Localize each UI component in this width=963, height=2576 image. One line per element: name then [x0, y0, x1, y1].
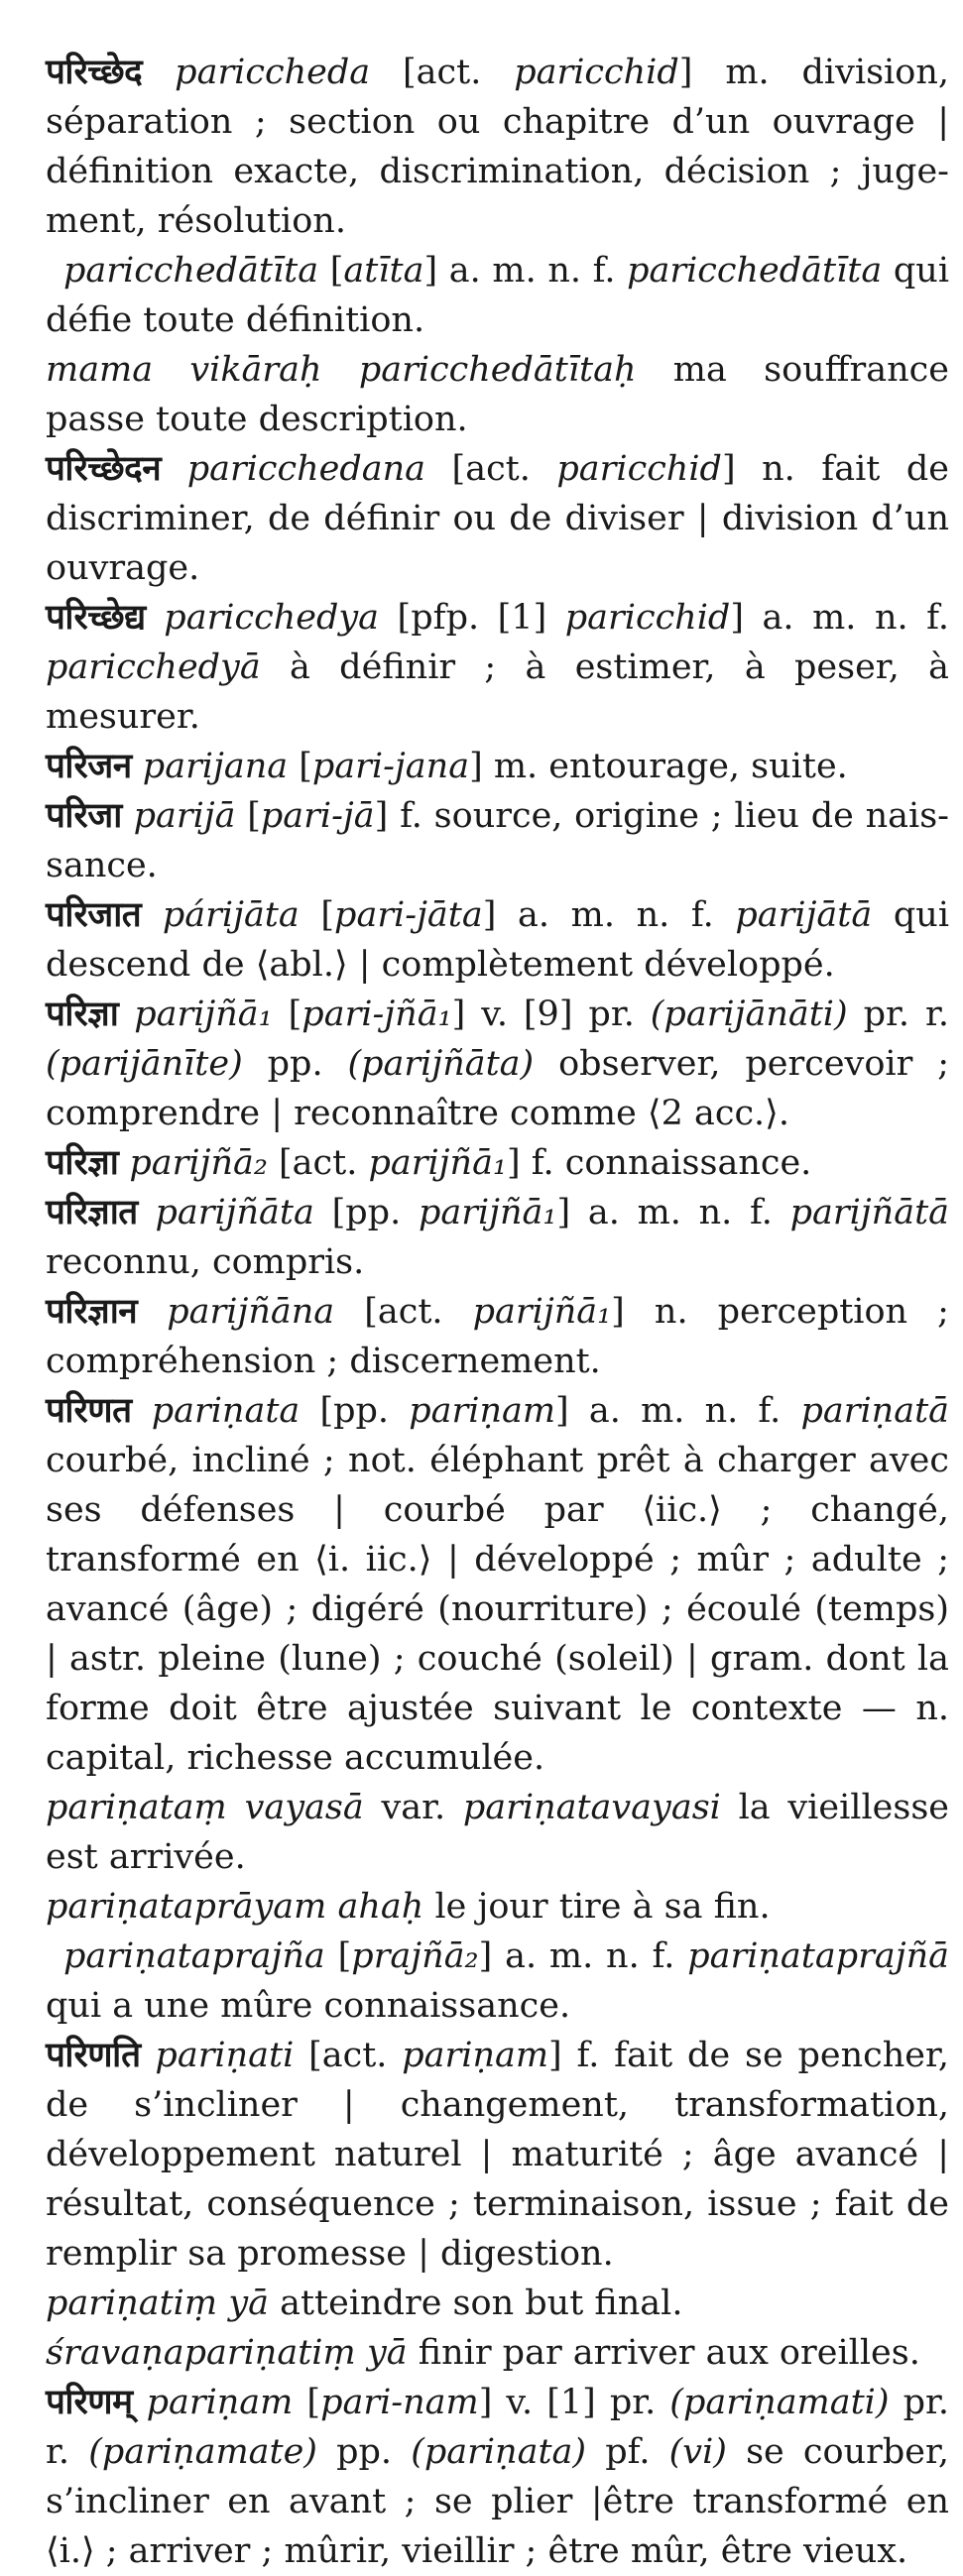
entry-text: [act.	[294, 2036, 403, 2075]
entry-text	[137, 1292, 167, 1332]
italic-term: (pariṇamati)	[669, 2383, 890, 2422]
entry-text: [	[293, 2383, 321, 2422]
entry-text	[142, 53, 175, 92]
entry-text: [	[318, 251, 344, 291]
italic-term: śravaṇapariṇatiṃ yā	[46, 2333, 408, 2373]
dictionary-entry	[46, 791, 949, 890]
sub-entry	[46, 246, 949, 345]
italic-term: paricchedana	[186, 449, 426, 489]
dictionary-entry	[46, 1386, 949, 1783]
italic-term: pariṇata	[151, 1391, 301, 1431]
entry-text: ] m. division, séparation ; section ou chapitre d’un ouvrage | définition exacte, discrimination, décision ; jugement, résolution.	[46, 53, 949, 241]
entry-text: ] f. connaissance.	[506, 1143, 812, 1183]
dictionary-entry	[46, 2031, 949, 2279]
entry-text	[133, 2383, 147, 2422]
dictionary-entry	[46, 742, 949, 791]
italic-term: parijñāna	[167, 1292, 335, 1332]
italic-term: pariṇataṃ vayasā	[46, 1788, 364, 1827]
entry-text: [	[272, 995, 302, 1034]
italic-term: parijñā₁	[418, 1193, 557, 1232]
entry-text: se courber, s’incliner en avant ; se plier |être transformé en ⟨i.⟩ ; arriver ; mûrir, vieillir ; être mûr, être vieux.	[46, 2432, 949, 2571]
headword-devanagari: परिच्छेदन	[46, 448, 162, 489]
italic-term: parijñā₁	[472, 1292, 612, 1332]
dictionary-entry	[46, 2378, 949, 2576]
entry-text: la vieillesse est arrivée.	[46, 1788, 949, 1877]
headword-devanagari: परिजात	[46, 894, 142, 935]
entry-text: [act.	[370, 53, 515, 92]
headword-devanagari: परिज्ञात	[46, 1192, 138, 1232]
italic-term: pariṇatavayasi	[462, 1788, 721, 1827]
entry-text: ] n. perception ; compréhension ; discernement.	[46, 1292, 949, 1381]
entry-text	[132, 747, 143, 786]
italic-term: (parijānāti)	[650, 995, 848, 1034]
entry-text	[118, 1143, 129, 1183]
entry-text: [	[299, 895, 335, 935]
entry-text	[161, 449, 187, 489]
italic-term: pariṇam	[409, 1391, 556, 1431]
italic-term: pari-jā	[260, 796, 375, 836]
italic-term: párijāta	[162, 895, 300, 935]
headword-devanagari: परिजा	[46, 795, 122, 836]
entry-text: reconnu, compris.	[46, 1242, 365, 1282]
dictionary-entry	[46, 48, 949, 246]
headword-devanagari: परिज्ञान	[46, 1291, 138, 1332]
italic-term: parijñātā	[789, 1193, 949, 1232]
entry-text: ] m. entourage, suite.	[469, 747, 848, 786]
entry-text: pr. r.	[46, 2383, 949, 2472]
entry-text: [pp.	[300, 1391, 410, 1431]
headword-devanagari: परिच्छेद	[46, 52, 143, 92]
entry-text: le jour tire à sa fin.	[423, 1887, 771, 1927]
dictionary-entry	[46, 890, 949, 990]
entry-text: [act.	[425, 449, 557, 489]
entry-text: à définir ; à estimer, à peser, à mesurer.	[46, 647, 949, 737]
dictionary-entry	[46, 990, 949, 1138]
italic-term: pariṇam	[402, 2036, 549, 2075]
dictionary-entry	[46, 593, 949, 742]
italic-term: pariṇataprajñā	[687, 1936, 949, 1976]
entry-text: [act.	[334, 1292, 473, 1332]
entry-text	[138, 1193, 156, 1232]
italic-term: parijana	[142, 747, 289, 786]
headword-devanagari: परिणति	[46, 2035, 141, 2075]
italic-term: (pariṇata)	[411, 2432, 587, 2472]
entry-text: atteindre son but final.	[269, 2283, 683, 2323]
entry-text: [	[324, 1936, 352, 1976]
example-line	[46, 345, 949, 444]
entry-text: observer, percevoir ; comprendre | reconnaître comme ⟨2 acc.⟩.	[46, 1044, 950, 1133]
italic-term: paricchid	[564, 598, 731, 638]
entry-text: [pfp. [1]	[379, 598, 565, 638]
headword-devanagari: परिज्ञा	[46, 994, 119, 1034]
italic-term: mama vikāraḥ paricchedātītaḥ	[46, 350, 637, 390]
italic-term: paricchedyā	[46, 647, 261, 687]
italic-term: pariṇatiṃ yā	[46, 2283, 269, 2323]
dictionary-entry	[46, 1287, 949, 1386]
italic-term: atīta	[343, 251, 424, 291]
dictionary-entry	[46, 444, 949, 593]
entry-text: ] a. m. n. f.	[730, 598, 949, 638]
entry-text: ] n. fait de discriminer, de définir ou de diviser | division d’un ouvrage.	[46, 449, 949, 588]
italic-term: parijñā₂	[129, 1143, 268, 1183]
italic-term: pari-nam	[320, 2383, 479, 2422]
entry-text	[141, 895, 163, 935]
italic-term: paricchid	[514, 53, 679, 92]
italic-term: parijātā	[735, 895, 873, 935]
italic-term: pariṇam	[146, 2383, 294, 2422]
headword-devanagari: परिजन	[46, 746, 132, 786]
entry-text: ] a. m. n. f.	[423, 251, 628, 291]
entry-text: [act.	[267, 1143, 369, 1183]
italic-term: (vi)	[668, 2432, 727, 2472]
entry-text: courbé, incliné ; not. éléphant prêt à charger avec ses défenses | courbé par ⟨iic.⟩ ; changé, transformé en ⟨i. iic.⟩ | développé ; mûr ; adulte ; avancé (âge) ; digéré (nourriture) ; écoulé (temps) | astr. pleine (lune) ; couché (soleil) | gram. dont la forme doit être ajustée suivant le contexte — n. capital, richesse accumulée.	[46, 1441, 949, 1778]
entry-text: [	[288, 747, 312, 786]
italic-term: (pariṇamate)	[88, 2432, 317, 2472]
entry-text: finir par arriver aux oreilles.	[407, 2333, 920, 2373]
italic-term: parijñā₁	[368, 1143, 507, 1183]
italic-term: pari-jñā₁	[301, 995, 452, 1034]
entry-text: ] v. [1] pr.	[478, 2383, 670, 2422]
entry-text	[141, 2036, 156, 2075]
headword-devanagari: परिणत	[46, 1390, 132, 1431]
italic-term: pari-jāta	[334, 895, 483, 935]
italic-term: pari-jana	[311, 747, 470, 786]
example-line	[46, 1882, 949, 1932]
italic-term: pariccheda	[175, 53, 371, 92]
italic-term: pariṇati	[155, 2036, 295, 2075]
entry-text: pp.	[316, 2432, 412, 2472]
sub-entry	[46, 1932, 949, 2031]
italic-term: parijñā₁	[134, 995, 273, 1034]
entry-text: var.	[363, 1788, 463, 1827]
entry-text: pr. r.	[847, 995, 949, 1034]
italic-term: paricchid	[556, 449, 722, 489]
dictionary-entry	[46, 1138, 949, 1188]
entry-text: ] f. source, origine ; lieu de naissance.	[46, 796, 949, 885]
italic-term: pariṇataprāyam ahaḥ	[46, 1887, 424, 1927]
entry-text: ] a. m. n. f.	[478, 1936, 688, 1976]
italic-term: parijñāta	[155, 1193, 314, 1232]
entry-text	[122, 796, 134, 836]
headword-devanagari: परिच्छेद्य	[46, 597, 146, 638]
entry-text: [	[235, 796, 261, 836]
headword-devanagari: परिणम्	[46, 2382, 133, 2422]
italic-term: pariṇatā	[800, 1391, 950, 1431]
italic-term: paricchedya	[164, 598, 379, 638]
example-line	[46, 2279, 949, 2328]
entry-text: ] a. m. n. f.	[555, 1391, 801, 1431]
entry-text: pp.	[242, 1044, 348, 1084]
italic-term: (parijñāta)	[347, 1044, 535, 1084]
italic-term: paricchedātīta	[627, 251, 883, 291]
italic-term: prajñā₂	[351, 1936, 479, 1976]
entry-text: ] v. [9] pr.	[451, 995, 651, 1034]
entry-text: ] a. m. n. f.	[556, 1193, 790, 1232]
italic-term: parijā	[133, 796, 236, 836]
dictionary-entry	[46, 1188, 949, 1287]
italic-term: pariṇataprajña	[63, 1936, 325, 1976]
entry-text: ] f. fait de se pencher, de s’incliner | changement, transformation, développement naturel | maturité ; âge avancé | résultat, conséquence ; terminaison, issue ; fait de remplir sa promesse | digestion.	[46, 2036, 949, 2274]
entry-text	[118, 995, 134, 1034]
entry-text: ma souffrance passe toute description.	[46, 350, 949, 439]
example-line	[46, 1783, 949, 1882]
entry-text	[132, 1391, 152, 1431]
entry-text: ] a. m. n. f.	[482, 895, 736, 935]
entry-text: pf.	[586, 2432, 669, 2472]
entry-text: qui défie toute définition.	[46, 251, 950, 340]
italic-term: (parijānīte)	[46, 1044, 243, 1084]
example-line	[46, 2328, 949, 2378]
italic-term: paricchedātīta	[63, 251, 319, 291]
entry-text: qui descend de ⟨abl.⟩ | complètement développé.	[46, 895, 950, 985]
entry-text	[146, 598, 165, 638]
headword-devanagari: परिज्ञा	[46, 1142, 119, 1183]
entry-text: [pp.	[313, 1193, 419, 1232]
entry-text: qui a une mûre connaissance.	[46, 1986, 571, 2026]
